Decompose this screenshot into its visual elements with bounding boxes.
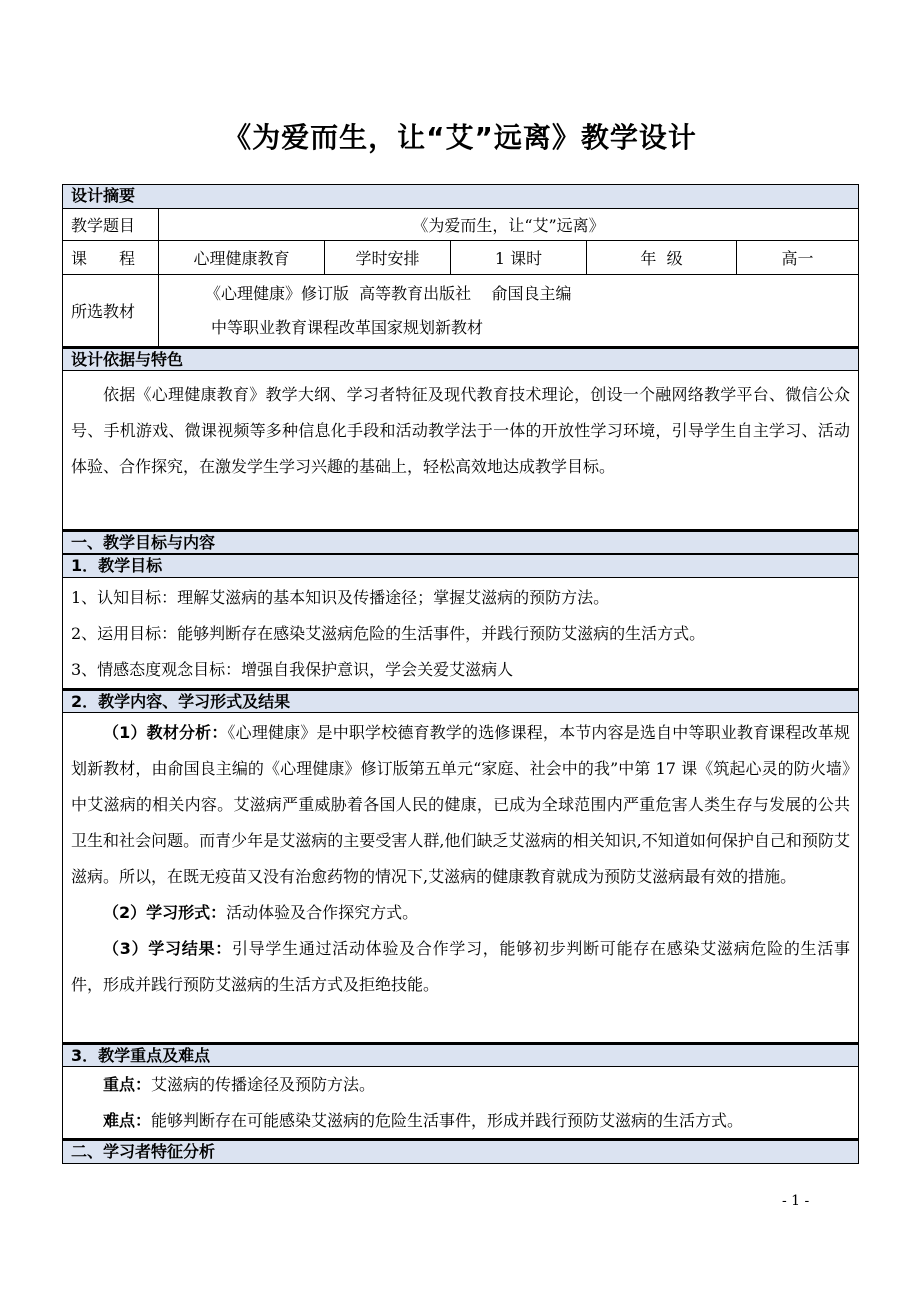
design-table <box>62 184 859 1164</box>
goal-item-2: 2、运用目标：能够判断存在感染艾滋病危险的生活事件，并践行预防艾滋病的生活方式。 <box>71 624 706 643</box>
section1-heading: 一、教学目标与内容 <box>63 530 858 554</box>
textbook-label: 所选教材 <box>63 275 159 346</box>
course-label: 课 程 <box>63 241 159 274</box>
key-label: 重点： <box>103 1075 152 1094</box>
document-title: 《为爱而生，让“艾”远离》教学设计 <box>223 121 697 154</box>
basis-paragraph <box>63 371 858 530</box>
hours-value: 1 课时 <box>451 241 587 274</box>
textbook-line-2: 中等职业教育课程改革国家规划新教材 <box>211 317 484 337</box>
diff-label: 难点： <box>103 1111 152 1130</box>
content-heading: 2．教学内容、学习形式及结果 <box>63 689 858 713</box>
key-point <box>71 1067 850 1103</box>
content-p3-text: 引导学生通过活动体验及合作学习，能够初步判断可能存在感染艾滋病危险的生活事件，形成并践行预防艾滋病的生活方式及拒绝技能。 <box>71 939 850 994</box>
course-value: 心理健康教育 <box>159 241 325 274</box>
goal-item-3: 3、情感态度观念目标：增强自我保护意识，学会关爱艾滋病人 <box>71 660 514 679</box>
basis-text: 依据《心理健康教育》教学大纲、学习者特征及现代教育技术理论，创设一个融网络教学平台、微信公众号、手机游戏、微课视频等多种信息化手段和活动教学法于一体的开放性学习环境，引导学生自主学习、活动体验、合作探究，在激发学生学习兴趣的基础上，轻松高效地达成教学目标。 <box>71 385 850 476</box>
topic-value: 《为爱而生，让“艾”远离》 <box>412 216 605 235</box>
grade-value: 高一 <box>781 249 814 268</box>
section2-heading: 二、学习者特征分析 <box>63 1139 858 1163</box>
diff-text: 能够判断存在可能感染艾滋病的危险生活事件，形成并践行预防艾滋病的生活方式。 <box>151 1111 744 1130</box>
content-para-3 <box>71 931 850 1003</box>
section-basis-heading: 设计依据与特色 <box>63 347 858 371</box>
course-row <box>63 241 858 275</box>
goal-item-1: 1、认知目标：理解艾滋病的基本知识及传播途径；掌握艾滋病的预防方法。 <box>71 588 610 607</box>
goals-list <box>63 578 858 689</box>
hours-label: 学时安排 <box>325 241 451 274</box>
content-p2-text: 活动体验及合作探究方式。 <box>226 903 419 922</box>
content-p2-label: （2）学习形式： <box>103 903 227 922</box>
textbook-row <box>63 275 858 347</box>
goals-heading: 1．教学目标 <box>63 554 858 578</box>
content-para-1 <box>71 715 850 895</box>
topic-row <box>63 209 858 241</box>
content-para-2 <box>71 895 850 931</box>
content-p1-text: 《心理健康》是中职学校德育教学的选修课程，本节内容是选自中等职业教育课程改革规划新教材，由俞国良主编的《心理健康》修订版第五单元“家庭、社会中的我”中第 17 课《筑起心灵的防火墙》中艾滋病的相关内容。艾滋病严重威胁着各国人民的健康，已成为全球范围内严重危害人类生存与发展的公共卫生和社会问题。而青少年是艾滋病的主要受害人群,他们缺乏艾滋病的相关知识,不知道如何保护自己和预防艾滋病。所以，在既无疫苗又没有治愈药物的情况下,艾滋病的健康教育就成为预防艾滋病最有效的措施。 <box>71 723 850 886</box>
textbook-line-1: 《心理健康》修订版 高等教育出版社 俞国良主编 <box>205 283 572 303</box>
difficult-point <box>71 1103 850 1139</box>
content-p3-label: （3）学习结果： <box>103 939 232 958</box>
keypoints-block <box>63 1067 858 1139</box>
section-summary-heading: 设计摘要 <box>63 185 858 209</box>
key-text: 艾滋病的传播途径及预防方法。 <box>151 1075 376 1094</box>
grade-label: 年 级 <box>587 241 737 274</box>
content-block <box>63 713 858 1043</box>
page-number: - 1 - <box>782 1193 810 1209</box>
content-p1-label: （1）教材分析： <box>103 723 228 742</box>
keypoints-heading: 3．教学重点及难点 <box>63 1043 858 1067</box>
topic-label: 教学题目 <box>63 209 159 240</box>
